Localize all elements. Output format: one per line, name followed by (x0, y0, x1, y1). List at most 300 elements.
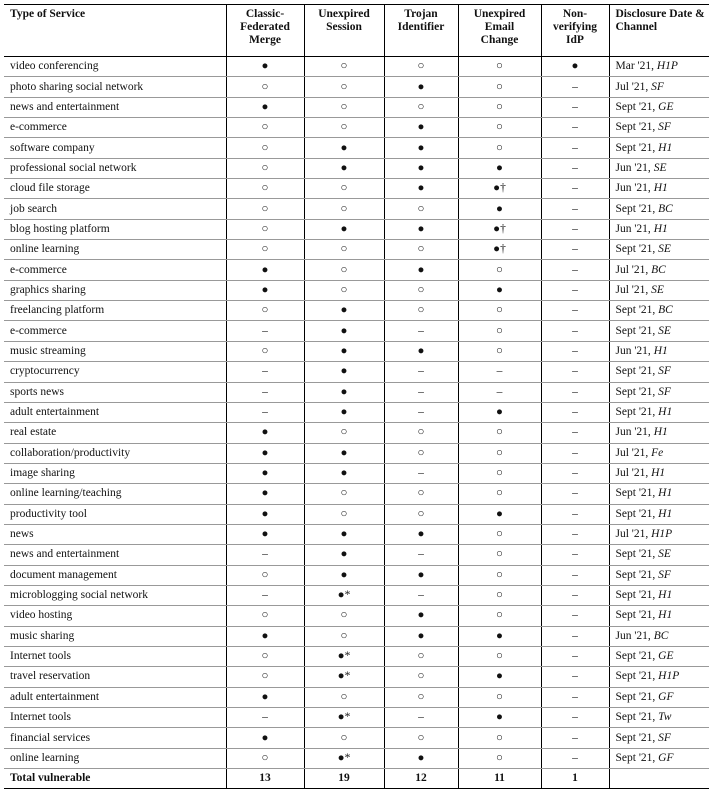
disclosure-cell (609, 341, 709, 361)
table-row (4, 463, 709, 483)
non-verifying-idp-cell (541, 280, 609, 300)
header-unexpired-email-change (458, 5, 541, 57)
status-marker: ○ (496, 548, 503, 561)
unexpired-session-cell (304, 138, 384, 158)
status-marker: ● (496, 406, 503, 419)
unexpired-session-cell (304, 504, 384, 524)
disclosure-channel: BC (658, 202, 673, 215)
header-disclosure-date-channel (609, 5, 709, 57)
service-type-cell: cryptocurrency (4, 362, 226, 382)
status-marker: ● (340, 141, 348, 154)
unexpired-session-cell (304, 565, 384, 585)
header-line: Identifier (397, 21, 445, 33)
table-row (4, 240, 709, 260)
status-marker: ● (261, 467, 269, 480)
status-marker: – (572, 121, 578, 134)
non-verifying-idp-cell (541, 728, 609, 748)
service-type-cell: cloud file storage (4, 179, 226, 199)
unexpired-email-change-cell (458, 97, 541, 117)
status-marker: ○ (417, 446, 425, 459)
disclosure-date: Sept '21, (615, 690, 656, 703)
classic-federated-merge-cell (226, 687, 304, 707)
unexpired-email-change-cell (458, 179, 541, 199)
disclosure-channel: SE (653, 161, 667, 174)
non-verifying-idp-cell (541, 382, 609, 402)
service-type-cell: video hosting (4, 606, 226, 626)
table-row (4, 402, 709, 422)
service-type-cell: photo sharing social network (4, 77, 226, 97)
status-marker: ○ (340, 263, 348, 276)
status-marker: ○ (496, 751, 503, 764)
unexpired-session-cell (304, 321, 384, 341)
disclosure-cell (609, 402, 709, 422)
status-marker: ●* (337, 650, 351, 663)
non-verifying-idp-cell (541, 585, 609, 605)
status-marker: ○ (496, 100, 503, 113)
status-marker: – (572, 161, 578, 174)
non-verifying-idp-cell (541, 199, 609, 219)
unexpired-email-change-cell (458, 667, 541, 687)
status-marker: – (572, 690, 578, 703)
disclosure-date: Sept '21, (615, 568, 656, 581)
disclosure-cell (609, 585, 709, 605)
status-marker: ●† (493, 222, 506, 235)
service-type-cell: e-commerce (4, 118, 226, 138)
status-marker: ○ (496, 467, 503, 480)
disclosure-date: Sept '21, (615, 487, 656, 500)
status-marker: ○ (340, 100, 348, 113)
non-verifying-idp-cell (541, 118, 609, 138)
status-marker: – (572, 731, 578, 744)
status-marker: ● (340, 446, 348, 459)
service-type-cell: sports news (4, 382, 226, 402)
unexpired-session-cell (304, 606, 384, 626)
disclosure-date: Sept '21, (615, 650, 656, 663)
status-marker: ○ (261, 568, 269, 581)
trojan-identifier-cell (384, 443, 458, 463)
service-type-cell: document management (4, 565, 226, 585)
status-marker: ○ (496, 60, 503, 73)
status-marker: – (572, 406, 578, 419)
status-marker: – (418, 406, 424, 419)
trojan-identifier-cell (384, 97, 458, 117)
disclosure-cell (609, 545, 709, 565)
unexpired-email-change-cell (458, 728, 541, 748)
disclosure-cell (609, 646, 709, 666)
disclosure-date: Jun '21, (615, 629, 651, 642)
header-unexpired-session (304, 5, 384, 57)
status-marker: ●* (337, 711, 351, 724)
total-trojan-identifier: 12 (384, 769, 458, 789)
non-verifying-idp-cell (541, 565, 609, 585)
table-row (4, 321, 709, 341)
status-marker: – (572, 182, 578, 195)
disclosure-channel: H1 (658, 406, 673, 419)
status-marker: ○ (417, 690, 425, 703)
trojan-identifier-cell (384, 321, 458, 341)
status-marker: ● (417, 344, 425, 357)
status-marker: – (572, 344, 578, 357)
status-marker: ○ (261, 222, 269, 235)
disclosure-date: Mar '21, (615, 60, 654, 73)
status-marker: – (418, 324, 424, 337)
disclosure-channel: SF (658, 568, 671, 581)
table-body (4, 57, 709, 789)
table-row (4, 57, 709, 77)
status-marker: ● (496, 629, 503, 642)
classic-federated-merge-cell (226, 443, 304, 463)
status-marker: – (572, 467, 578, 480)
status-marker: ○ (261, 304, 269, 317)
disclosure-cell (609, 199, 709, 219)
unexpired-email-change-cell (458, 77, 541, 97)
table-row (4, 687, 709, 707)
unexpired-session-cell (304, 97, 384, 117)
table-row (4, 443, 709, 463)
trojan-identifier-cell (384, 423, 458, 443)
unexpired-session-cell (304, 341, 384, 361)
service-type-cell: job search (4, 199, 226, 219)
disclosure-date: Sept '21, (615, 731, 656, 744)
disclosure-channel: H1 (658, 487, 673, 500)
status-marker: – (418, 548, 424, 561)
status-marker: ● (261, 629, 269, 642)
status-marker: ○ (417, 426, 425, 439)
status-marker: – (496, 385, 503, 398)
status-marker: ● (417, 80, 425, 93)
service-type-cell: Internet tools (4, 646, 226, 666)
status-marker: – (572, 751, 578, 764)
table-row (4, 301, 709, 321)
disclosure-channel: SF (658, 731, 671, 744)
trojan-identifier-cell (384, 687, 458, 707)
status-marker: ○ (417, 60, 425, 73)
status-marker: ● (261, 283, 269, 296)
status-marker: – (572, 528, 578, 541)
unexpired-email-change-cell (458, 240, 541, 260)
classic-federated-merge-cell (226, 748, 304, 768)
status-marker: – (572, 589, 578, 602)
classic-federated-merge-cell (226, 280, 304, 300)
header-line: Merge (249, 34, 281, 46)
disclosure-cell (609, 524, 709, 544)
classic-federated-merge-cell (226, 402, 304, 422)
trojan-identifier-cell (384, 667, 458, 687)
unexpired-session-cell (304, 748, 384, 768)
status-marker: – (572, 568, 578, 581)
trojan-identifier-cell (384, 402, 458, 422)
status-marker: ○ (496, 528, 503, 541)
unexpired-email-change-cell (458, 626, 541, 646)
status-marker: ● (340, 161, 348, 174)
non-verifying-idp-cell (541, 97, 609, 117)
status-marker: – (572, 222, 578, 235)
status-marker: ○ (340, 629, 348, 642)
disclosure-date: Sept '21, (615, 121, 656, 134)
disclosure-channel: H1 (651, 467, 666, 480)
disclosure-cell (609, 565, 709, 585)
status-marker: ○ (417, 243, 425, 256)
header-line: Channel (615, 21, 658, 33)
service-type-cell: professional social network (4, 158, 226, 178)
disclosure-date: Jul '21, (615, 528, 649, 541)
status-marker: ○ (340, 202, 348, 215)
disclosure-channel: H1 (658, 609, 673, 622)
status-marker: ●* (337, 751, 351, 764)
unexpired-session-cell (304, 585, 384, 605)
disclosure-channel: GF (658, 690, 674, 703)
trojan-identifier-cell (384, 545, 458, 565)
trojan-identifier-cell (384, 484, 458, 504)
unexpired-session-cell (304, 301, 384, 321)
status-marker: ● (261, 487, 269, 500)
unexpired-session-cell (304, 626, 384, 646)
status-marker: ● (417, 182, 425, 195)
classic-federated-merge-cell (226, 158, 304, 178)
unexpired-session-cell (304, 118, 384, 138)
service-type-cell: travel reservation (4, 667, 226, 687)
table-row (4, 362, 709, 382)
disclosure-date: Sept '21, (615, 548, 656, 561)
unexpired-email-change-cell (458, 301, 541, 321)
table-row (4, 118, 709, 138)
classic-federated-merge-cell (226, 321, 304, 341)
status-marker: ○ (261, 609, 269, 622)
non-verifying-idp-cell (541, 504, 609, 524)
disclosure-date: Sept '21, (615, 609, 656, 622)
unexpired-email-change-cell (458, 219, 541, 239)
classic-federated-merge-cell (226, 646, 304, 666)
status-marker: – (572, 507, 578, 520)
status-marker: – (572, 324, 578, 337)
status-marker: ● (340, 304, 348, 317)
table-row (4, 280, 709, 300)
disclosure-cell (609, 97, 709, 117)
status-marker: ● (261, 507, 269, 520)
status-marker: ○ (340, 731, 348, 744)
status-marker: ○ (496, 589, 503, 602)
unexpired-email-change-cell (458, 321, 541, 341)
status-marker: ○ (261, 344, 269, 357)
unexpired-session-cell (304, 423, 384, 443)
classic-federated-merge-cell (226, 199, 304, 219)
header-non-verifying-idp (541, 5, 609, 57)
service-type-cell: software company (4, 138, 226, 158)
unexpired-email-change-cell (458, 158, 541, 178)
status-marker: – (262, 548, 268, 561)
status-marker: ● (496, 283, 503, 296)
disclosure-channel: SF (658, 121, 671, 134)
service-type-cell: image sharing (4, 463, 226, 483)
classic-federated-merge-cell (226, 97, 304, 117)
status-marker: ○ (417, 100, 425, 113)
disclosure-channel: H1P (651, 528, 673, 541)
status-marker: ○ (340, 609, 348, 622)
status-marker: – (572, 304, 578, 317)
disclosure-channel: GE (658, 100, 674, 113)
disclosure-channel: H1 (653, 182, 668, 195)
disclosure-channel: H1 (658, 589, 673, 602)
status-marker: ●* (337, 589, 351, 602)
status-marker: ○ (261, 670, 269, 683)
table-row (4, 341, 709, 361)
status-marker: ● (496, 670, 503, 683)
trojan-identifier-cell (384, 524, 458, 544)
disclosure-channel: BC (651, 263, 666, 276)
disclosure-date: Sept '21, (615, 670, 656, 683)
unexpired-session-cell (304, 484, 384, 504)
disclosure-channel: BC (653, 629, 669, 642)
header-line: Type of Service (10, 8, 86, 20)
header-row (4, 5, 709, 57)
non-verifying-idp-cell (541, 463, 609, 483)
header-line: Trojan (404, 8, 438, 20)
unexpired-email-change-cell (458, 565, 541, 585)
trojan-identifier-cell (384, 57, 458, 77)
classic-federated-merge-cell (226, 667, 304, 687)
disclosure-date: Sept '21, (615, 589, 656, 602)
trojan-identifier-cell (384, 463, 458, 483)
disclosure-channel: SE (658, 324, 671, 337)
classic-federated-merge-cell (226, 423, 304, 443)
disclosure-date: Sept '21, (615, 324, 656, 337)
classic-federated-merge-cell (226, 545, 304, 565)
status-marker: ○ (417, 202, 425, 215)
disclosure-cell (609, 118, 709, 138)
unexpired-email-change-cell (458, 687, 541, 707)
table-row (4, 77, 709, 97)
disclosure-date: Jun '21, (615, 161, 651, 174)
status-marker: ○ (496, 446, 503, 459)
disclosure-date: Jul '21, (615, 446, 649, 459)
disclosure-channel: Tw (658, 711, 672, 724)
disclosure-date: Sept '21, (615, 385, 656, 398)
trojan-identifier-cell (384, 504, 458, 524)
status-marker: – (572, 446, 578, 459)
status-marker: ● (496, 711, 503, 724)
non-verifying-idp-cell (541, 240, 609, 260)
non-verifying-idp-cell (541, 77, 609, 97)
classic-federated-merge-cell (226, 77, 304, 97)
service-type-cell: microblogging social network (4, 585, 226, 605)
service-type-cell: adult entertainment (4, 402, 226, 422)
total-classic-federated-merge: 13 (226, 769, 304, 789)
disclosure-cell (609, 280, 709, 300)
service-type-cell: e-commerce (4, 260, 226, 280)
disclosure-channel: H1 (658, 507, 673, 520)
unexpired-session-cell (304, 362, 384, 382)
disclosure-cell (609, 687, 709, 707)
unexpired-email-change-cell (458, 748, 541, 768)
status-marker: ● (417, 222, 425, 235)
status-marker: ● (417, 609, 425, 622)
status-marker: ● (261, 263, 269, 276)
disclosure-channel: SF (651, 80, 664, 93)
status-marker: ● (417, 751, 425, 764)
trojan-identifier-cell (384, 219, 458, 239)
classic-federated-merge-cell (226, 524, 304, 544)
disclosure-channel: SE (651, 283, 664, 296)
header-line: IdP (566, 34, 584, 46)
service-type-cell: news and entertainment (4, 545, 226, 565)
status-marker: ○ (417, 304, 425, 317)
non-verifying-idp-cell (541, 423, 609, 443)
trojan-identifier-cell (384, 382, 458, 402)
status-marker: – (418, 385, 424, 398)
trojan-identifier-cell (384, 301, 458, 321)
unexpired-email-change-cell (458, 423, 541, 443)
disclosure-date: Jul '21, (615, 283, 649, 296)
status-marker: – (262, 406, 268, 419)
unexpired-email-change-cell (458, 606, 541, 626)
status-marker: ○ (496, 568, 503, 581)
table-row (4, 728, 709, 748)
table-row (4, 423, 709, 443)
trojan-identifier-cell (384, 260, 458, 280)
status-marker: ● (340, 344, 348, 357)
disclosure-date: Sept '21, (615, 202, 656, 215)
status-marker: – (572, 548, 578, 561)
header-line: Non- (562, 8, 588, 20)
status-marker: ● (496, 507, 503, 520)
disclosure-date: Sept '21, (615, 304, 656, 317)
disclosure-channel: H1 (658, 141, 673, 154)
disclosure-date: Sept '21, (615, 507, 656, 520)
table-row (4, 97, 709, 117)
non-verifying-idp-cell (541, 341, 609, 361)
unexpired-session-cell (304, 687, 384, 707)
non-verifying-idp-cell (541, 626, 609, 646)
non-verifying-idp-cell (541, 646, 609, 666)
trojan-identifier-cell (384, 646, 458, 666)
classic-federated-merge-cell (226, 728, 304, 748)
disclosure-date: Jul '21, (615, 263, 649, 276)
disclosure-cell (609, 179, 709, 199)
classic-federated-merge-cell (226, 219, 304, 239)
unexpired-email-change-cell (458, 341, 541, 361)
header-line: Unexpired (318, 8, 370, 20)
status-marker: ○ (261, 202, 269, 215)
disclosure-channel: SE (658, 243, 671, 256)
unexpired-session-cell (304, 443, 384, 463)
unexpired-session-cell (304, 524, 384, 544)
status-marker: – (418, 589, 424, 602)
non-verifying-idp-cell (541, 301, 609, 321)
disclosure-channel: SF (658, 385, 671, 398)
table-row (4, 219, 709, 239)
disclosure-cell (609, 77, 709, 97)
service-type-cell: e-commerce (4, 321, 226, 341)
status-marker: ○ (261, 182, 269, 195)
unexpired-email-change-cell (458, 199, 541, 219)
status-marker: ○ (496, 344, 503, 357)
status-marker: ○ (340, 121, 348, 134)
disclosure-date: Sept '21, (615, 365, 656, 378)
status-marker: ●† (493, 243, 506, 256)
header-line: Federated (240, 21, 290, 33)
non-verifying-idp-cell (541, 667, 609, 687)
status-marker: ○ (261, 80, 269, 93)
status-marker: ● (571, 60, 579, 73)
status-marker: ○ (496, 650, 503, 663)
disclosure-channel: H1 (653, 344, 668, 357)
service-type-cell: news (4, 524, 226, 544)
non-verifying-idp-cell (541, 57, 609, 77)
status-marker: ○ (496, 304, 503, 317)
table-row (4, 179, 709, 199)
service-type-cell: adult entertainment (4, 687, 226, 707)
disclosure-date: Jun '21, (615, 182, 651, 195)
